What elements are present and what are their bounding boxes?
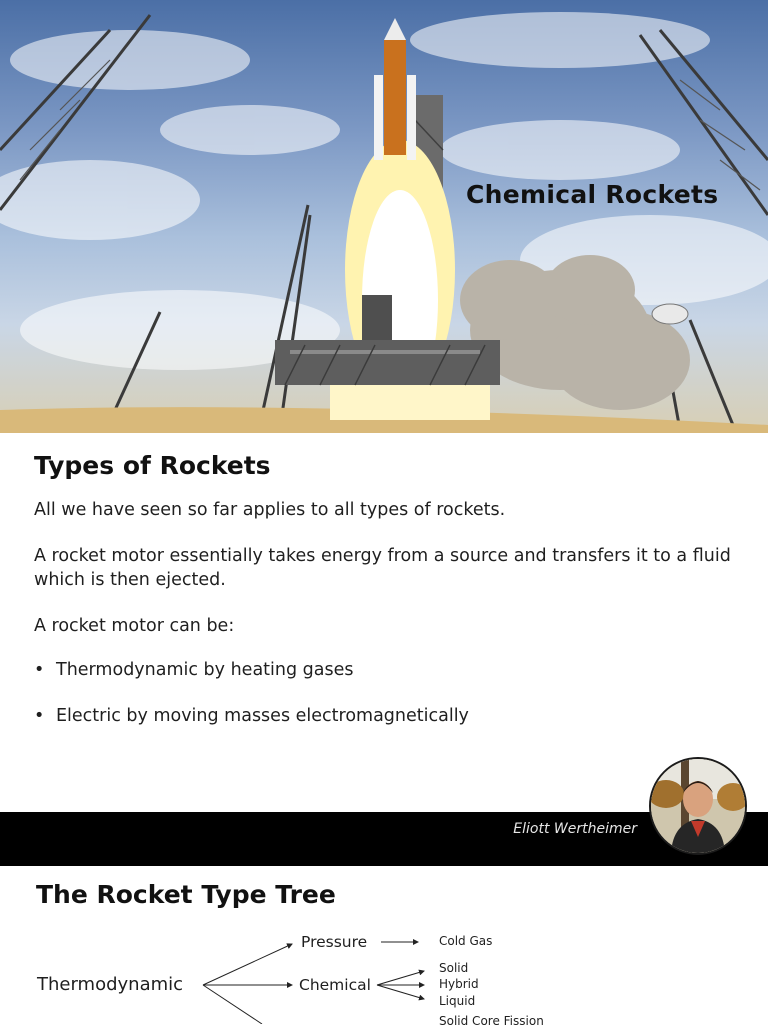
slide-heading: The Rocket Type Tree [36,880,336,909]
tree-leaf-node: Solid Core Fission [439,1014,544,1028]
bullet-text: Thermodynamic by heating gases [56,660,354,680]
bullet-text: Electric by moving masses electromagnetically [56,706,469,726]
bullet-dot: • [34,660,45,680]
bullet-dot: • [34,706,45,726]
tree-branch-node: Chemical [299,976,371,994]
tree-leaf-node: Hybrid [439,977,479,991]
tree-branch-node: Pressure [301,933,368,951]
tree-leaf-node: Liquid [439,994,476,1008]
slide-rocket-type-tree [0,866,768,1028]
slide-heading: Types of Rockets [34,451,271,480]
paragraph: All we have seen so far applies to all types of rockets. [34,500,506,520]
tree-root-node: Thermodynamic [37,974,184,995]
hero-banner [0,0,768,433]
tree-leaf-node: Cold Gas [439,934,493,948]
slide-types-of-rockets [0,433,768,813]
tree-connectors [0,866,768,1024]
rocket-launch-photo [0,0,768,433]
hero-title: Chemical Rockets [466,180,719,209]
avatar [649,757,747,855]
presenter-portrait [651,759,745,853]
author-name: Eliott Wertheimer [513,821,637,837]
bullet-item [34,706,469,726]
paragraph: A rocket motor can be: [34,616,235,636]
tree-leaf-node: Solid [439,961,469,975]
paragraph: A rocket motor essentially takes energy from a source and transfers it to a fluid which is then ejected. [34,546,731,590]
bullet-item [34,660,354,680]
